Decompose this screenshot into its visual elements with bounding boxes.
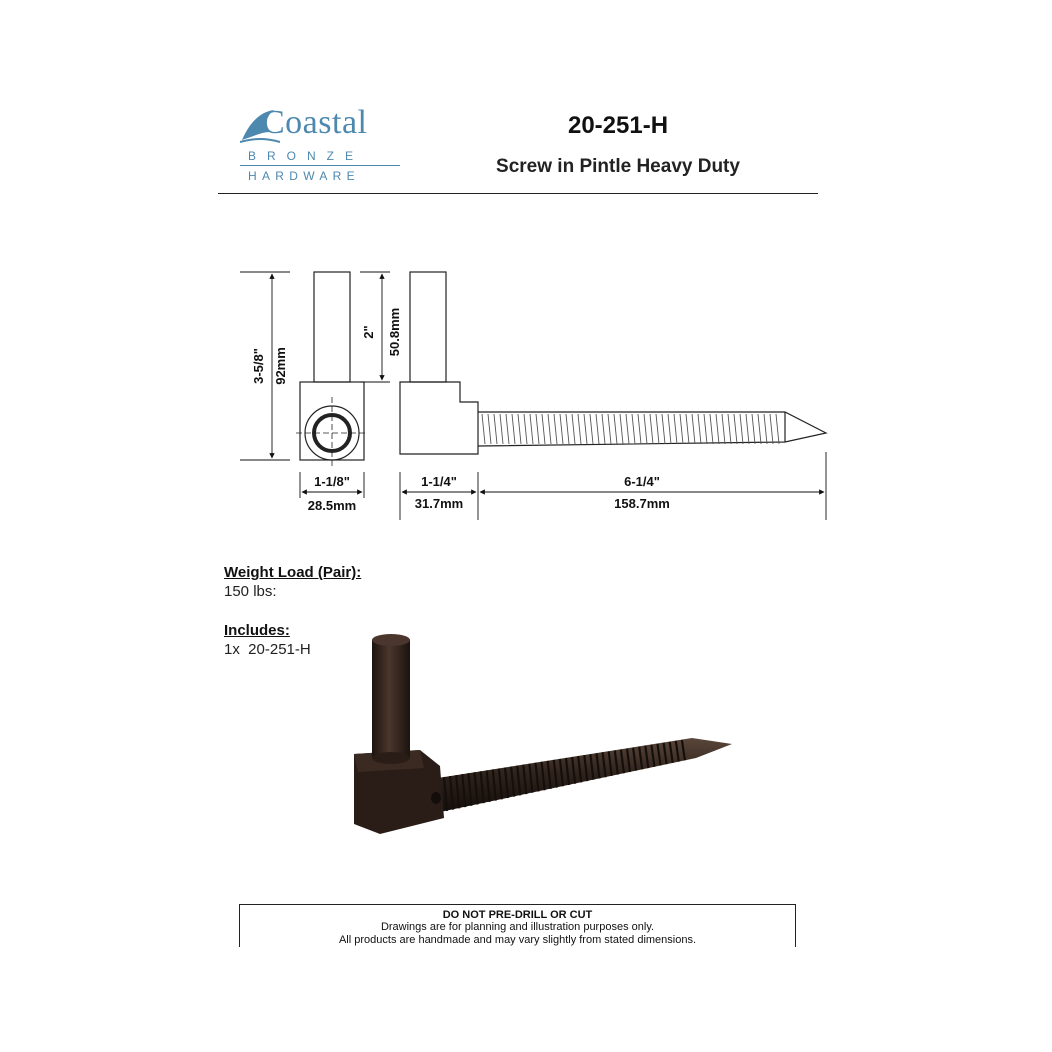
disclaimer-line-2: All products are handmade and may vary slightly from stated dimensions.	[338, 934, 697, 946]
logo-wordmark: Coastal	[262, 104, 368, 141]
technical-drawing	[230, 262, 840, 532]
pin-mm-label: 50.8mm	[387, 307, 402, 357]
side-view	[400, 272, 826, 454]
disclaimer-box	[239, 904, 796, 947]
disclaimer-title: DO NOT PRE-DRILL OR CUT	[442, 909, 593, 921]
header-divider	[218, 193, 818, 194]
screw-in-label: 6-1/4"	[624, 474, 660, 489]
body-in-label: 1-1/4"	[421, 474, 457, 489]
includes-heading: Includes:	[224, 622, 290, 639]
length-dimension	[400, 452, 826, 520]
logo-line-bronze: BRONZE	[248, 149, 365, 163]
part-number: 20-251-H	[567, 112, 669, 139]
logo-divider	[240, 165, 400, 166]
screw-threads	[482, 414, 779, 444]
height-in-label: 3-5/8"	[251, 348, 266, 384]
screw-mm-label: 158.7mm	[614, 496, 670, 511]
disclaimer-line-1: Drawings are for planning and illustration purposes only.	[380, 921, 655, 933]
includes-value: 1x 20-251-H	[224, 641, 311, 658]
width-in-label: 1-1/8"	[314, 474, 350, 489]
body-mm-label: 31.7mm	[414, 496, 464, 511]
width-mm-label: 28.5mm	[307, 498, 357, 513]
height-mm-label: 92mm	[273, 347, 288, 385]
coastal-bronze-logo	[240, 104, 402, 188]
pin-in-label: 2"	[361, 325, 376, 339]
product-name: Screw in Pintle Heavy Duty	[496, 156, 740, 177]
logo-line-hardware: HARDWARE	[248, 169, 360, 183]
weight-load-heading: Weight Load (Pair):	[224, 564, 362, 581]
weight-load-value: 150 lbs:	[224, 583, 277, 600]
end-view	[296, 272, 368, 469]
product-photo	[340, 630, 760, 850]
